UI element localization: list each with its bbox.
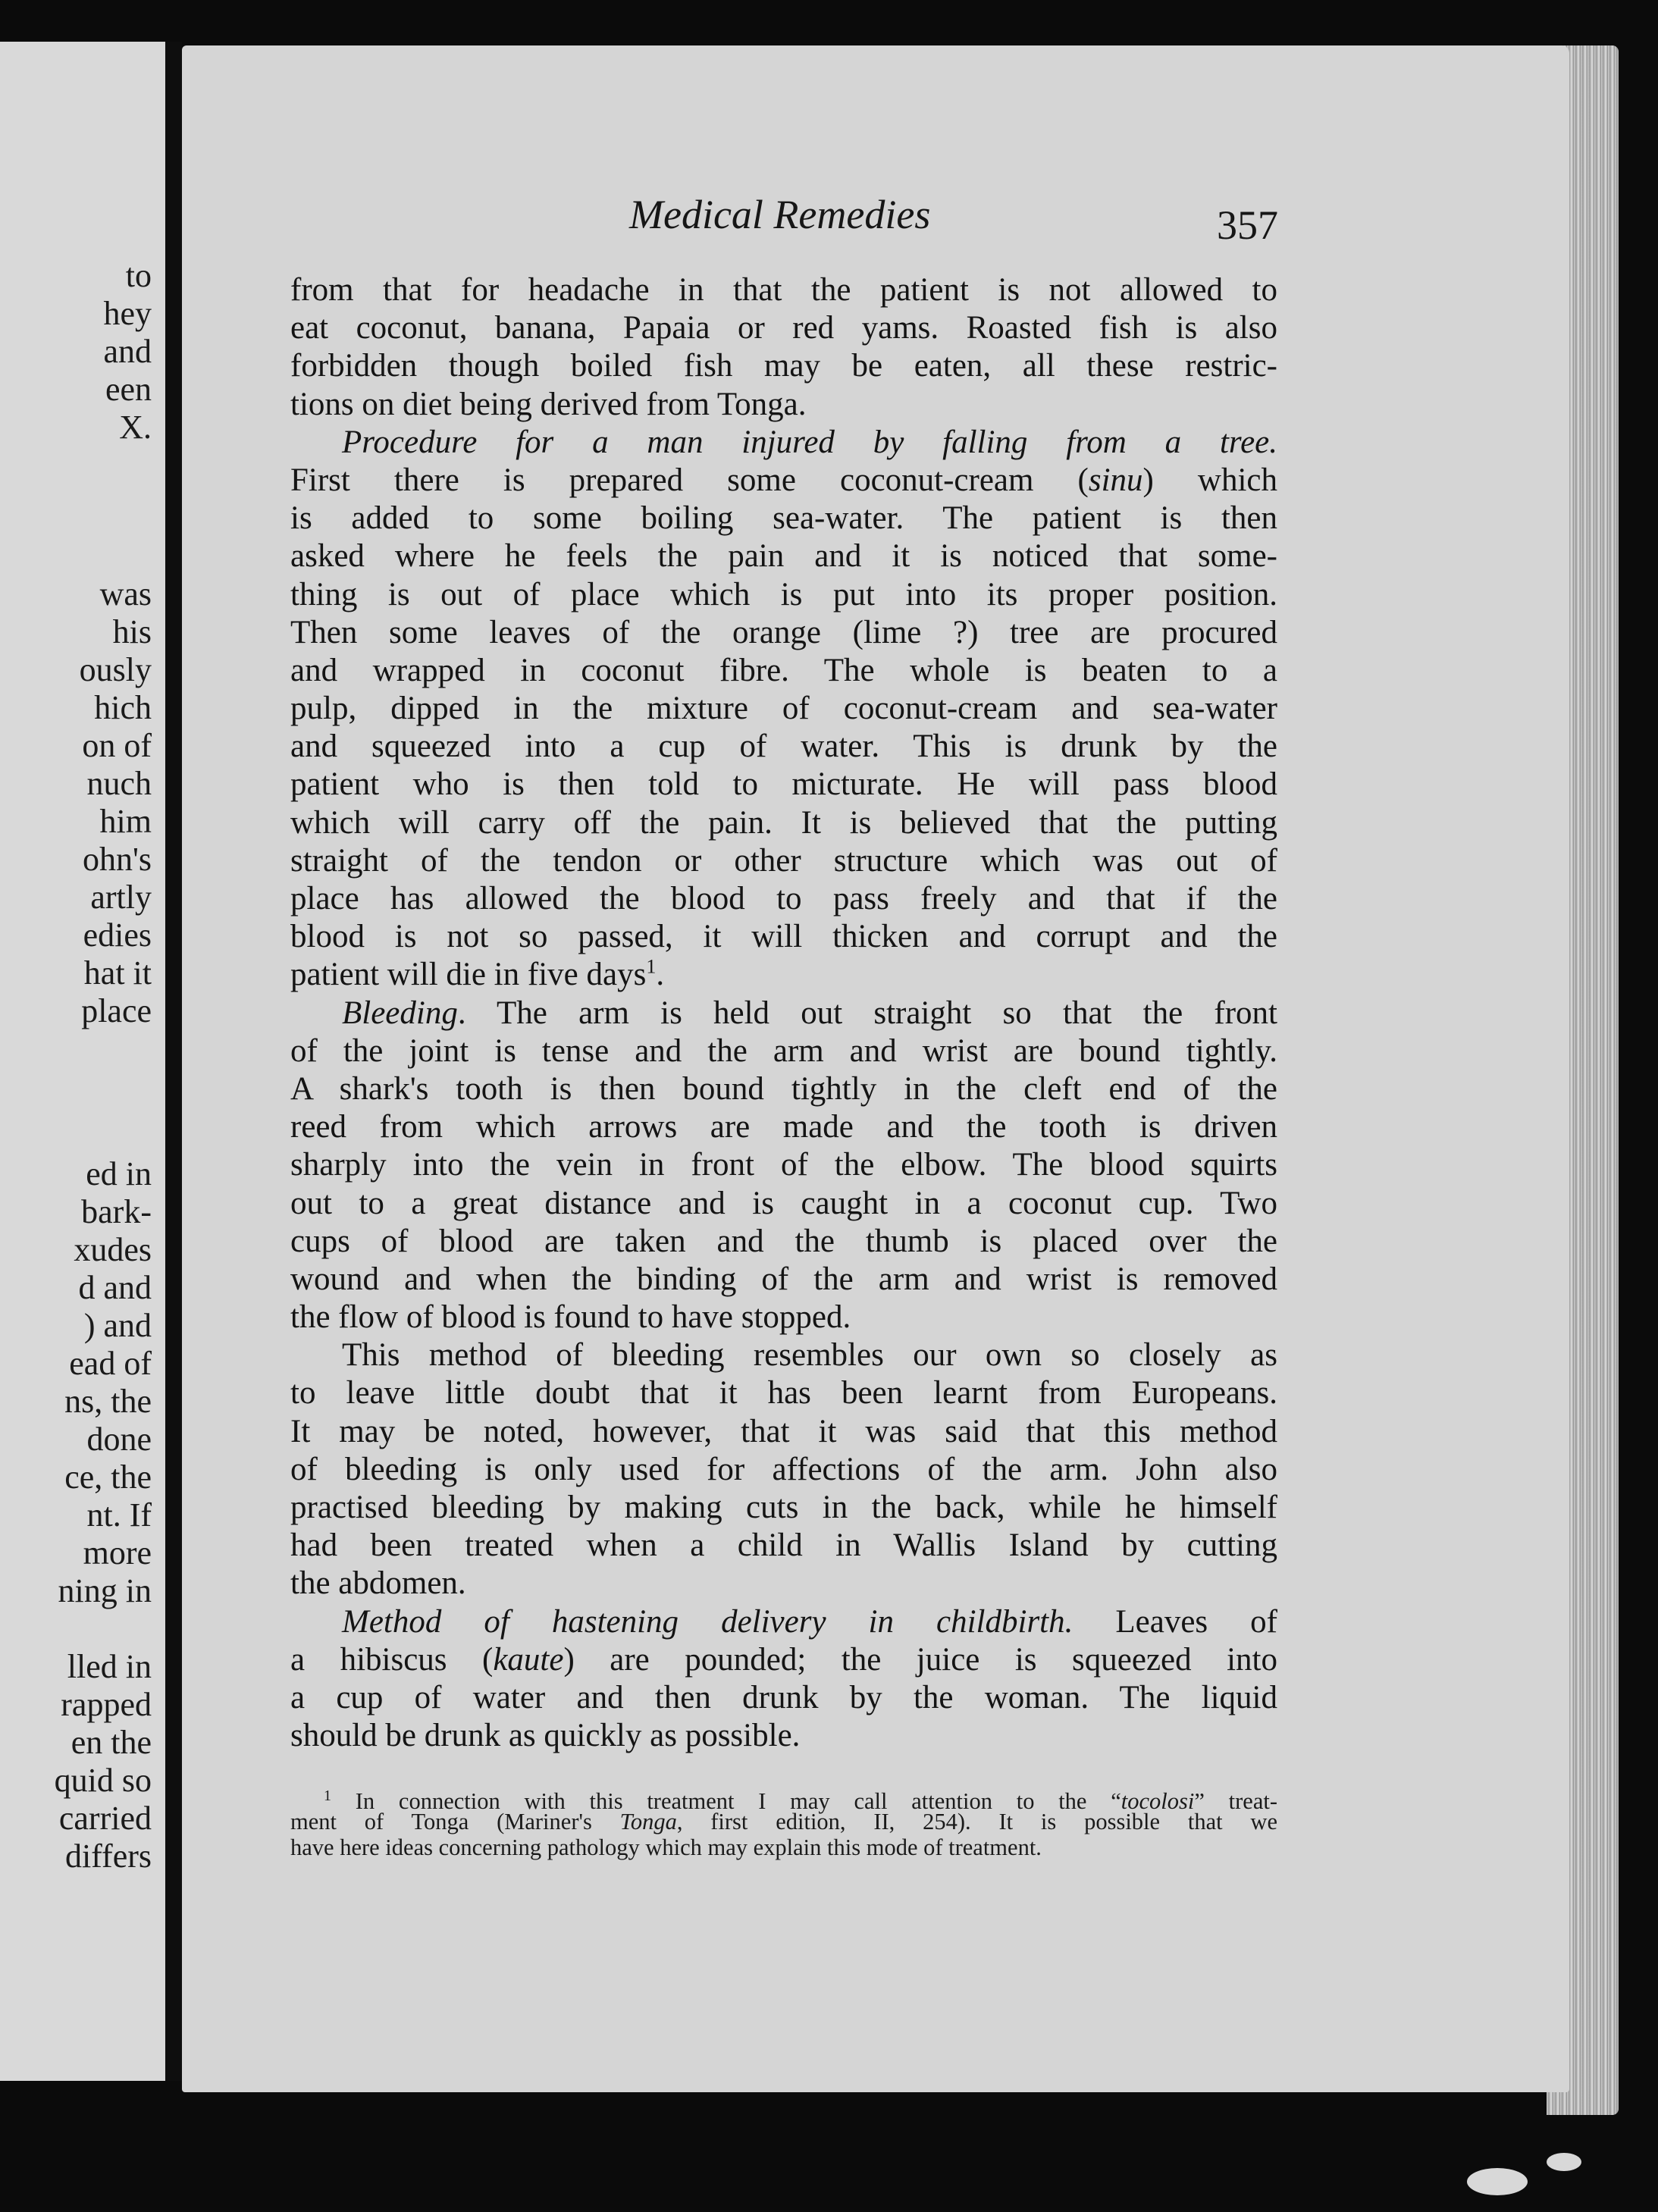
running-header-title: Medical Remedies (629, 192, 931, 237)
left-page-line: en the (71, 1724, 152, 1761)
book-gutter (165, 42, 182, 2081)
left-page-fragment (0, 42, 165, 2081)
text-line: This method of bleeding resembles our own so closely as (342, 1337, 1277, 1374)
text-span: First there is prepared some coconut-cream ( (290, 462, 1089, 498)
left-page-line: carried (58, 1800, 152, 1837)
body-text (290, 271, 1277, 1755)
left-page-line: ns, the (64, 1383, 152, 1420)
footnote-line (290, 1809, 1277, 1834)
text-span: a hibiscus ( (290, 1641, 494, 1678)
text-line: asked where he feels the pain and it is noticed that some- (290, 538, 1277, 575)
left-page-line: on of (82, 727, 152, 764)
text-span: , first edition, II, 254). It is possible that we (676, 1809, 1277, 1834)
text-line: and squeezed into a cup of water. This is drunk by the (290, 728, 1277, 765)
text-line: place has allowed the blood to pass freely and that if the (290, 881, 1277, 916)
section-heading: Bleeding (342, 995, 458, 1031)
native-term: sinu (1088, 462, 1143, 498)
text-span: In connection with this treatment I may call attention to the “ (331, 1788, 1121, 1815)
page-number: 357 (1217, 202, 1278, 248)
text-line: of the joint is tense and the arm and wrist are bound tightly. (290, 1032, 1277, 1069)
text-line: tions on diet being derived from Tonga. (290, 386, 807, 422)
left-page-line: rapped (61, 1686, 152, 1723)
text-line (290, 1641, 1277, 1679)
left-page-line: artly (90, 879, 152, 916)
native-term: tocolosi (1120, 1788, 1195, 1815)
text-line: and wrapped in coconut fibre. The whole is beaten to a (290, 652, 1277, 688)
text-line (290, 1603, 1277, 1641)
left-page-line: nuch (86, 765, 152, 802)
text-line: out to a great distance and is caught in a coconut cup. Two (290, 1185, 1277, 1221)
text-span: . (656, 957, 665, 993)
left-page-line: bark- (81, 1193, 152, 1230)
text-span: ” treat- (1194, 1788, 1277, 1815)
text-line: had been treated when a child in Wallis Island by cutting (290, 1527, 1277, 1564)
left-page-line: lled in (67, 1648, 152, 1685)
left-page-line: nt. If (86, 1496, 152, 1534)
text-line: a cup of water and then drunk by the woman. The liquid (290, 1679, 1277, 1715)
text-line: reed from which arrows are made and the tooth is driven (290, 1109, 1277, 1145)
text-line: pulp, dipped in the mixture of coconut-cream and sea-water (290, 691, 1277, 727)
text-line: should be drunk as quickly as possible. (290, 1718, 801, 1754)
text-span: patient will die in five days (290, 957, 647, 993)
left-page-line: more (83, 1534, 152, 1571)
left-page-line: ously (79, 651, 152, 688)
text-line: practised bleeding by making cuts in the back, while he himself (290, 1490, 1277, 1525)
section-heading: Method of hastening delivery in childbirth. (342, 1603, 1073, 1640)
left-page-line: hat it (83, 954, 152, 992)
scan-artifact (1547, 2153, 1581, 2171)
text-line: forbidden though boiled fish may be eaten, all these restric- (290, 348, 1277, 384)
book-title: Tonga (619, 1809, 677, 1834)
left-page-line: X. (119, 409, 152, 446)
left-page-line: hich (94, 689, 152, 726)
text-span: ment of Tonga (Mariner's (290, 1809, 620, 1834)
text-line (290, 995, 1277, 1032)
left-page-line: ce, the (64, 1458, 152, 1496)
text-line: is added to some boiling sea-water. The patient is then (290, 500, 1277, 537)
footnote-line: have here ideas concerning pathology which may explain this mode of treatment. (290, 1834, 1042, 1860)
left-page-line: d and (78, 1269, 152, 1306)
text-line: It may be noted, however, that it was said that this method (290, 1413, 1277, 1449)
text-line: the flow of blood is found to have stopped. (290, 1299, 851, 1336)
text-line: Then some leaves of the orange (lime ?) tree are procured (290, 614, 1277, 650)
text-line: cups of blood are taken and the thumb is placed over the (290, 1223, 1277, 1259)
text-line: sharply into the vein in front of the elbow. The blood squirts (290, 1147, 1277, 1183)
text-line: which will carry off the pain. It is believed that the putting (290, 804, 1277, 841)
footnote-line (290, 1783, 1277, 1815)
scan-artifact (1467, 2168, 1528, 2195)
text-span: Leaves of (1073, 1603, 1277, 1640)
text-line: A shark's tooth is then bound tightly in the cleft end of the (290, 1070, 1277, 1107)
left-page-line: him (99, 803, 152, 840)
text-line: of bleeding is only used for affections of the arm. John also (290, 1451, 1277, 1487)
left-page-line: to (125, 257, 152, 294)
left-page-line: edies (83, 916, 152, 954)
left-page-line: his (112, 613, 152, 650)
native-term: kaute (493, 1641, 564, 1678)
left-page-line: xudes (74, 1231, 152, 1268)
text-span: ) which (1142, 462, 1278, 498)
text-line: from that for headache in that the patient is not allowed to (290, 272, 1277, 308)
text-line: wound and when the binding of the arm and wrist is removed (290, 1261, 1277, 1297)
text-line: eat coconut, banana, Papaia or red yams. Roasted fish is also (290, 310, 1277, 346)
left-page-line: and (103, 333, 152, 370)
text-line: patient who is then told to micturate. He will pass blood (290, 766, 1277, 803)
left-page-line: was (99, 575, 152, 613)
text-line: straight of the tendon or other structure which was out of (290, 842, 1277, 879)
left-page-line: hey (103, 295, 152, 332)
footnote-marker: 1 (646, 956, 657, 979)
left-page-line: place (81, 992, 152, 1029)
text-line: blood is not so passed, it will thicken and corrupt and the (290, 919, 1277, 955)
text-line: thing is out of place which is put into its proper position. (290, 576, 1277, 613)
left-page-line: ohn's (82, 841, 152, 878)
text-span: . The arm is held out straight so that the front (457, 995, 1277, 1031)
left-page-line: een (105, 371, 152, 408)
text-span: ) are pounded; the juice is squeezed into (563, 1641, 1277, 1678)
left-page-line: differs (64, 1838, 152, 1875)
left-page-line: done (86, 1421, 152, 1458)
footnote-marker: 1 (324, 1787, 331, 1804)
text-line (290, 462, 1277, 500)
text-line: the abdomen. (290, 1565, 466, 1602)
left-page-line: ed in (86, 1155, 152, 1192)
left-page-line: ead of (69, 1345, 152, 1382)
text-line (290, 956, 1277, 994)
left-page-line: ) and (83, 1307, 152, 1344)
section-heading: Procedure for a man injured by falling from a tree. (342, 424, 1277, 460)
footnote (290, 1783, 1277, 1860)
text-line: to leave little doubt that it has been learnt from Europeans. (290, 1375, 1277, 1411)
left-page-line: ning in (58, 1572, 152, 1609)
left-page-line: quid so (54, 1762, 152, 1799)
